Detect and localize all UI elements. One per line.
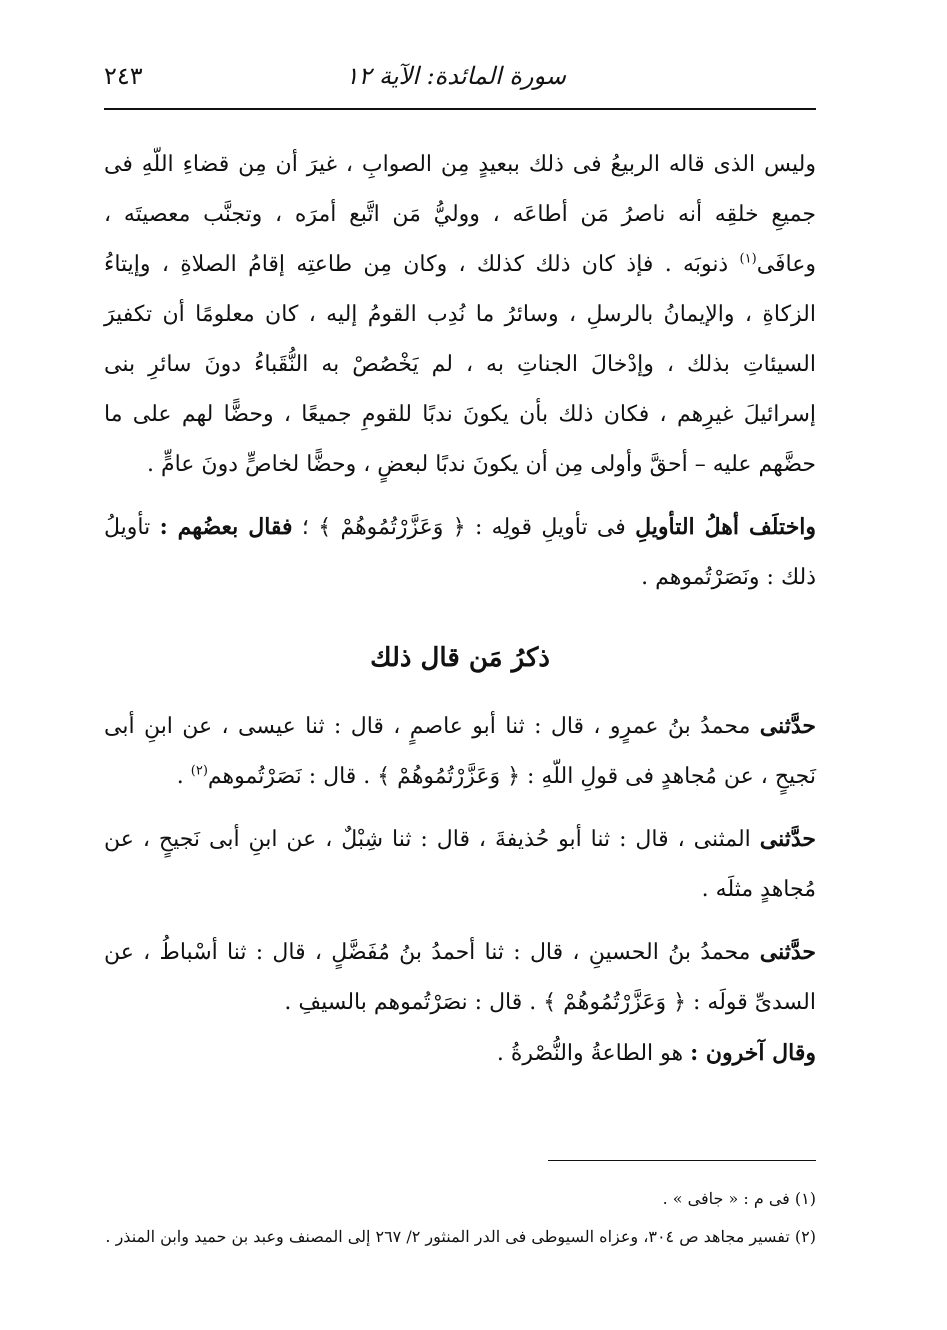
- quran-quote: ﴿ وَعَزَّرْتُمُوهُمْ ﴾: [543, 990, 686, 1015]
- paragraph-2-sep: ؛: [301, 515, 309, 540]
- narration-1-tail: .: [176, 764, 184, 789]
- narration-1-lead: حدَّثنى: [759, 713, 816, 739]
- paragraph-1-rest: ذنوبَه . فإذ كان ذلك كذلك ، وكان مِن طاعتِه إقامُ الصلاةِ ، وإيتاءُ الزكاةِ ، والإيمانُ بالرسلِ ، وسائرُ ما نُدِب القومُ إليه ، كان معلومًا أن تكفيرَ السيئاتِ بذلك ، وإدْخالَ الجناتِ به ، لم يَخْصُصْ به النُّقَباءُ دونَ سائرِ بنى إسرائيلَ غيرِهم ، فكان ذلك بأن يكونَ ندبًا للقومِ جميعًا ، وحضًّا لهم على ما حضَّهم عليه – أحقَّ وأولى مِن أن يكونَ ندبًا لبعضٍ ، وحضًّا لخاصٍّ دونَ عامٍّ .: [104, 252, 816, 477]
- paragraph-1: [104, 140, 816, 490]
- paragraph-2: [104, 502, 816, 603]
- paragraph-2-rest: تأويلُ ذلك : ونَصَرْتُموهم .: [104, 515, 816, 590]
- narration-4: [104, 1028, 816, 1079]
- footnote-2: (٢) تفسير مجاهد ص ٣٠٤، وعزاه السيوطى فى الدر المنثور ٢/ ٢٦٧ إلى المصنف وعبد بن حميد وابن المنذر .: [105, 1227, 816, 1246]
- page-number: ٢٤٣: [104, 62, 143, 90]
- narration-4-lead: وقال آخرون :: [690, 1040, 816, 1066]
- footnote-ref-2: (٢): [190, 763, 208, 779]
- header-divider: [104, 108, 816, 110]
- narration-3-end: . قال : نصَرْتُموهم بالسيفِ .: [284, 990, 537, 1015]
- paragraph-2-lead: واختلَف أهلُ التأويلِ: [635, 514, 817, 540]
- section-heading: ذكرُ مَن قال ذلك: [370, 643, 550, 673]
- narration-1: [104, 701, 816, 802]
- paragraph-2-mid: فى تأويلِ قولِه :: [474, 515, 626, 540]
- narration-1-text: محمدُ بنُ عمرٍو ، قال : ثنا أبو عاصمٍ ، قال : ثنا عيسى ، عن ابنِ أبى نَجيحٍ ، عن مُجاهدٍ فى قولِ اللّهِ :: [104, 714, 816, 789]
- footnote-1: (١) فى م : « جافى » .: [662, 1189, 816, 1208]
- footnote-divider: [548, 1160, 816, 1161]
- quran-quote: ﴿ وَعَزَّرْتُمُوهُمْ ﴾: [377, 764, 521, 789]
- running-header: [104, 52, 816, 100]
- narration-2-text: المثنى ، قال : ثنا أبو حُذيفةَ ، قال : ثنا شِبْلٌ ، عن ابنِ أبى نَجيحٍ ، عن مُجاهدٍ مثلَه .: [104, 827, 816, 902]
- narration-2: [104, 814, 816, 915]
- paragraph-2-lead-2: فقال بعضُهم :: [159, 514, 293, 540]
- main-text: [104, 140, 816, 1079]
- narration-3-lead: حدَّثنى: [759, 939, 816, 965]
- narration-2-lead: حدَّثنى: [759, 826, 816, 852]
- narration-1-end: . قال : نَصَرْتُموهم: [207, 764, 371, 789]
- footnote-ref-1: (١): [739, 251, 757, 267]
- surah-title: سورة المائدة: الآية ١٢: [345, 62, 566, 90]
- paragraph-1-text: وليس الذى قاله الربيعُ فى ذلك ببعيدٍ مِن الصوابِ ، غيرَ أن مِن قضاءِ اللّهِ فى جميعِ خلقِه أنه ناصرُ مَن أطاعَه ، ووليُّ مَن اتَّبع أمرَه ، وتجنَّب معصيتَه ، وعافَى: [104, 152, 816, 277]
- quran-quote: ﴿ وَعَزَّرْتُمُوهُمْ ﴾: [318, 515, 466, 540]
- narration-3-text: محمدُ بنُ الحسينِ ، قال : ثنا أحمدُ بنُ مُفَضَّلٍ ، قال : ثنا أسْباطُ ، عن السدىِّ قولَه :: [104, 940, 816, 1015]
- narration-4-text: هو الطاعةُ والنُّصْرةُ .: [496, 1041, 684, 1066]
- footnotes: [104, 1180, 816, 1256]
- narration-3: [104, 927, 816, 1028]
